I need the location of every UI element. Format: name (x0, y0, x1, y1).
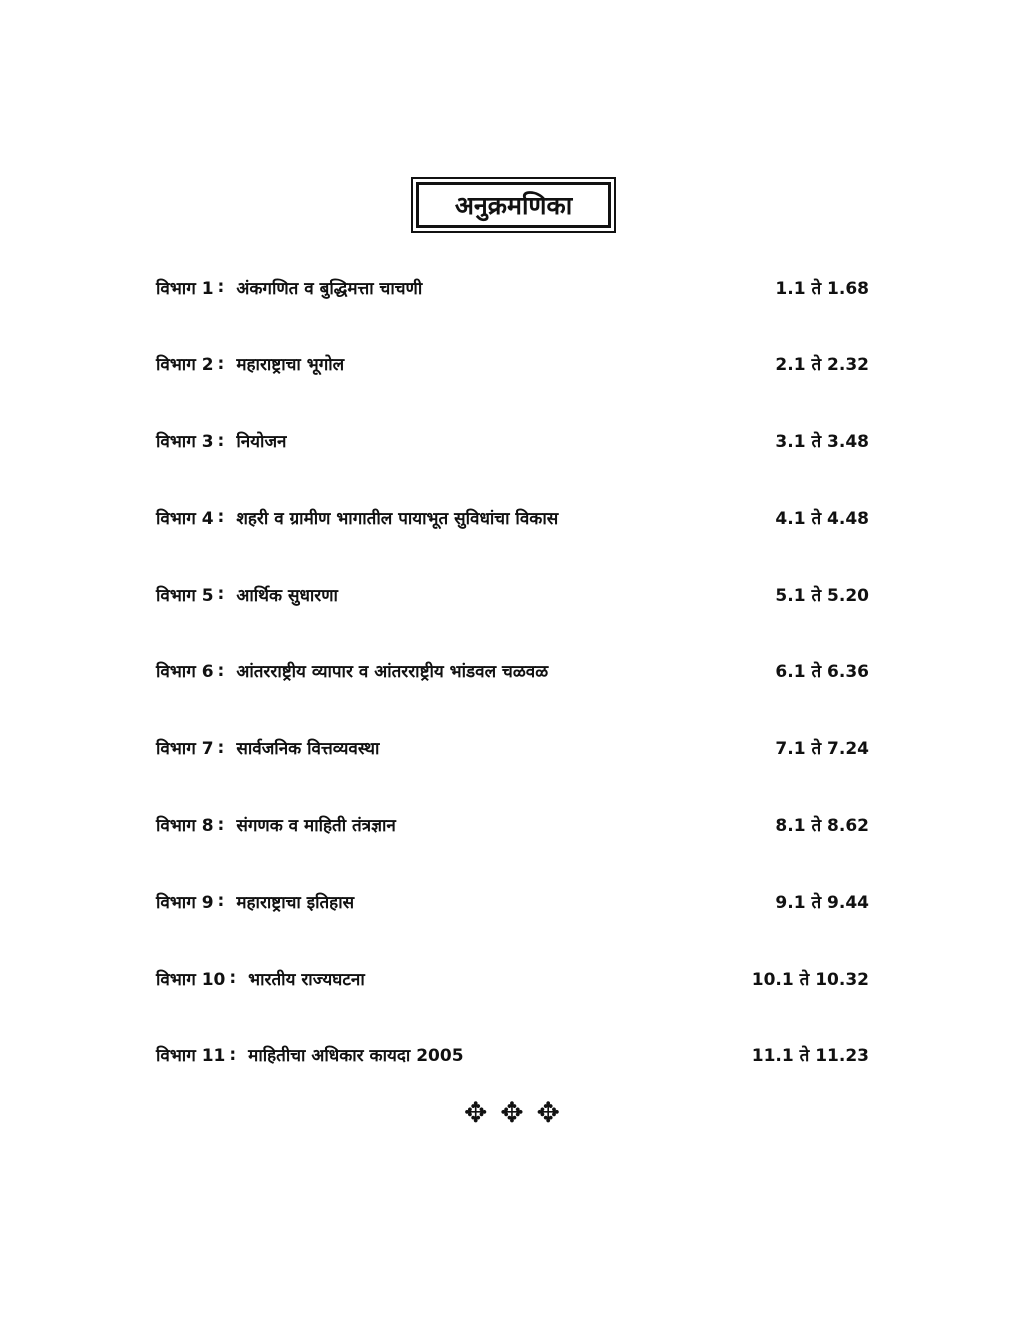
page-range: 2.1 ते 2.32 (775, 355, 869, 376)
toc-row-11 (156, 1037, 869, 1073)
section-title: नियोजन (236, 432, 287, 453)
page-range: 9.1 ते 9.44 (775, 892, 869, 913)
section-title: माहितीचा अधिकार कायदा 2005 (248, 1046, 464, 1067)
section-title: महाराष्ट्राचा भूगोल (236, 355, 345, 376)
section-title: संगणक व माहिती तंत्रज्ञान (236, 816, 396, 837)
section-title: आंतरराष्ट्रीय व्यापार व आंतरराष्ट्रीय भांडवल चळवळ (236, 662, 549, 683)
section-title: आर्थिक सुधारणा (236, 585, 338, 606)
page-range: 1.1 ते 1.68 (775, 278, 869, 299)
four-petal-flower-icon: ✥ (536, 1096, 560, 1129)
page-range: 7.1 ते 7.24 (775, 739, 869, 760)
section-colon: : (217, 430, 225, 451)
toc-row-9 (156, 883, 869, 919)
page-range: 4.1 ते 4.48 (775, 508, 869, 529)
toc-row-3 (156, 423, 869, 459)
section-colon: : (217, 353, 225, 374)
section-colon: : (229, 1044, 237, 1065)
toc-row-7 (156, 730, 869, 766)
toc-row-6 (156, 653, 869, 689)
section-title: अंकगणित व बुद्धिमत्ता चाचणी (236, 278, 423, 299)
page-title: अनुक्रमणिका (416, 182, 611, 228)
section-colon: : (217, 660, 225, 681)
section-colon: : (217, 507, 225, 528)
section-number: विभाग 3 (156, 432, 214, 453)
section-number: विभाग 11 (156, 1046, 226, 1067)
page-range: 8.1 ते 8.62 (775, 816, 869, 837)
section-title: शहरी व ग्रामीण भागातील पायाभूत सुविधांचा विकास (236, 508, 559, 529)
title-box (411, 177, 616, 233)
toc-row-5 (156, 576, 869, 612)
page-range: 3.1 ते 3.48 (775, 432, 869, 453)
section-number: विभाग 9 (156, 892, 214, 913)
section-number: विभाग 5 (156, 585, 214, 606)
section-title: भारतीय राज्यघटना (248, 969, 365, 990)
section-colon: : (217, 737, 225, 758)
section-number: विभाग 2 (156, 355, 214, 376)
section-number: विभाग 6 (156, 662, 214, 683)
toc-row-2 (156, 346, 869, 382)
section-colon: : (229, 968, 237, 989)
section-colon: : (217, 814, 225, 835)
section-number: विभाग 10 (156, 969, 226, 990)
section-colon: : (217, 277, 225, 297)
section-number: विभाग 8 (156, 816, 214, 837)
four-petal-flower-icon: ✥ (500, 1096, 524, 1129)
toc-row-1 (156, 269, 869, 305)
toc-row-8 (156, 807, 869, 843)
toc-row-4 (156, 499, 869, 535)
section-number: विभाग 7 (156, 739, 214, 760)
page-range: 5.1 ते 5.20 (775, 585, 869, 606)
section-colon: : (217, 584, 225, 605)
page-range: 10.1 ते 10.32 (751, 969, 869, 990)
toc-row-10 (156, 960, 869, 996)
section-number: विभाग 4 (156, 508, 214, 529)
page-range: 11.1 ते 11.23 (751, 1046, 869, 1067)
section-number: विभाग 1 (156, 278, 214, 299)
page-range: 6.1 ते 6.36 (775, 662, 869, 683)
section-colon: : (217, 891, 225, 912)
table-of-contents (156, 269, 869, 1114)
end-ornament (464, 1098, 560, 1128)
section-title: सार्वजनिक वित्तव्यवस्था (236, 739, 380, 760)
four-petal-flower-icon: ✥ (464, 1096, 488, 1129)
section-title: महाराष्ट्राचा इतिहास (236, 892, 355, 913)
